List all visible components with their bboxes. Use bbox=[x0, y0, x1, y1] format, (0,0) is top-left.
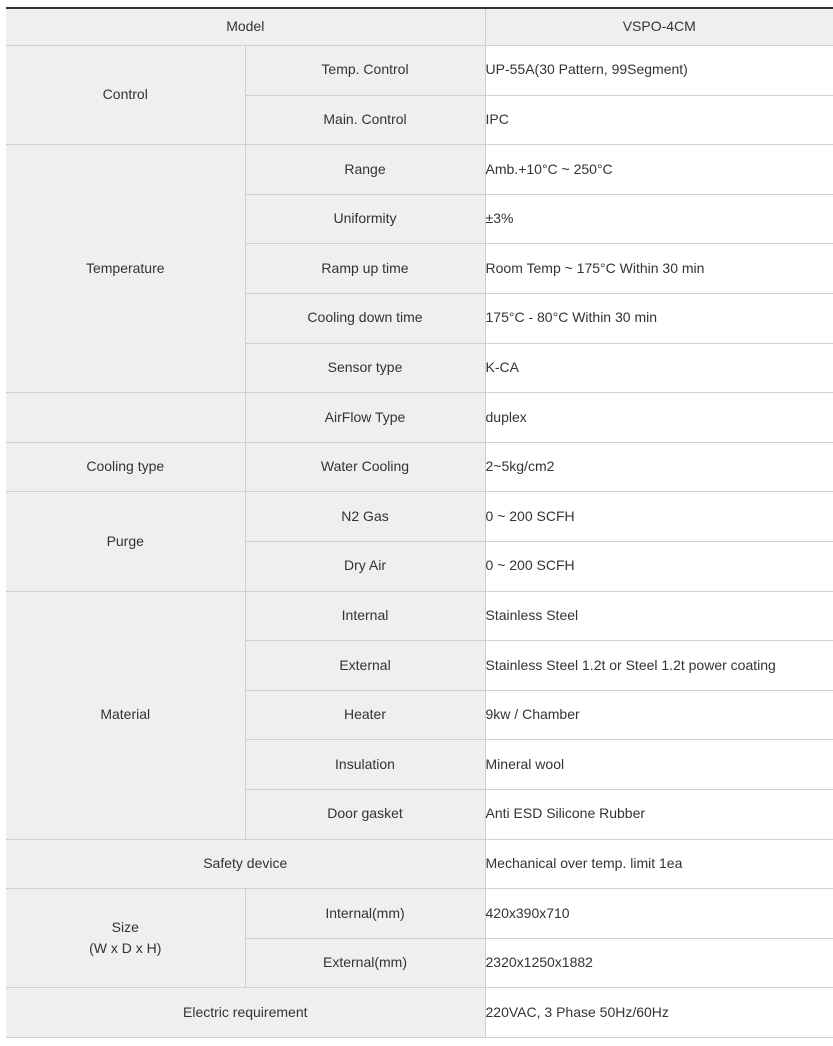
electric-label: Electric requirement bbox=[6, 988, 485, 1038]
size-group-label bbox=[6, 889, 245, 988]
heater-value: 9kw / Chamber bbox=[485, 690, 833, 740]
material-group-label: Material bbox=[6, 591, 245, 839]
n2-gas-label: N2 Gas bbox=[245, 492, 485, 542]
size-external-value: 2320x1250x1882 bbox=[485, 938, 833, 988]
uniformity-value: ±3% bbox=[485, 194, 833, 244]
control-group-label: Control bbox=[6, 46, 245, 145]
temp-control-label: Temp. Control bbox=[245, 46, 485, 96]
sensor-type-label: Sensor type bbox=[245, 343, 485, 393]
range-value: Amb.+10°C ~ 250°C bbox=[485, 145, 833, 195]
ramp-up-label: Ramp up time bbox=[245, 244, 485, 294]
material-external-value: Stainless Steel 1.2t or Steel 1.2t power coating bbox=[485, 641, 833, 691]
electric-value: 220VAC, 3 Phase 50Hz/60Hz bbox=[485, 988, 833, 1038]
cooling-type-label: Cooling type bbox=[6, 442, 245, 492]
model-value: VSPO-4CM bbox=[485, 8, 833, 46]
model-label: Model bbox=[6, 8, 485, 46]
water-cooling-label: Water Cooling bbox=[245, 442, 485, 492]
main-control-value: IPC bbox=[485, 95, 833, 145]
insulation-label: Insulation bbox=[245, 740, 485, 790]
cooling-down-label: Cooling down time bbox=[245, 293, 485, 343]
size-internal-value: 420x390x710 bbox=[485, 889, 833, 939]
table-row bbox=[6, 46, 833, 96]
spec-table-container bbox=[6, 7, 833, 1038]
door-gasket-value: Anti ESD Silicone Rubber bbox=[485, 789, 833, 839]
material-external-label: External bbox=[245, 641, 485, 691]
airflow-value: duplex bbox=[485, 393, 833, 443]
n2-gas-value: 0 ~ 200 SCFH bbox=[485, 492, 833, 542]
door-gasket-label: Door gasket bbox=[245, 789, 485, 839]
airflow-label: AirFlow Type bbox=[245, 393, 485, 443]
heater-label: Heater bbox=[245, 690, 485, 740]
purge-group-label: Purge bbox=[6, 492, 245, 591]
dry-air-value: 0 ~ 200 SCFH bbox=[485, 541, 833, 591]
table-row bbox=[6, 442, 833, 492]
table-row bbox=[6, 492, 833, 542]
size-label-line2: (W x D x H) bbox=[89, 940, 162, 957]
dry-air-label: Dry Air bbox=[245, 541, 485, 591]
insulation-value: Mineral wool bbox=[485, 740, 833, 790]
range-label: Range bbox=[245, 145, 485, 195]
table-row bbox=[6, 988, 833, 1038]
cooling-down-value: 175°C - 80°C Within 30 min bbox=[485, 293, 833, 343]
ramp-up-value: Room Temp ~ 175°C Within 30 min bbox=[485, 244, 833, 294]
safety-device-label: Safety device bbox=[6, 839, 485, 889]
uniformity-label: Uniformity bbox=[245, 194, 485, 244]
table-header-row bbox=[6, 8, 833, 46]
size-label-line1: Size bbox=[111, 918, 139, 935]
temperature-group-label: Temperature bbox=[6, 145, 245, 393]
spec-table bbox=[6, 7, 833, 1038]
temp-control-value: UP-55A(30 Pattern, 99Segment) bbox=[485, 46, 833, 96]
airflow-group-blank bbox=[6, 393, 245, 443]
table-row bbox=[6, 839, 833, 889]
table-row bbox=[6, 393, 833, 443]
sensor-type-value: K-CA bbox=[485, 343, 833, 393]
size-external-label: External(mm) bbox=[245, 938, 485, 988]
size-internal-label: Internal(mm) bbox=[245, 889, 485, 939]
main-control-label: Main. Control bbox=[245, 95, 485, 145]
material-internal-label: Internal bbox=[245, 591, 485, 641]
safety-device-value: Mechanical over temp. limit 1ea bbox=[485, 839, 833, 889]
table-row bbox=[6, 591, 833, 641]
table-row bbox=[6, 145, 833, 195]
water-cooling-value: 2~5kg/cm2 bbox=[485, 442, 833, 492]
table-row bbox=[6, 889, 833, 939]
material-internal-value: Stainless Steel bbox=[485, 591, 833, 641]
